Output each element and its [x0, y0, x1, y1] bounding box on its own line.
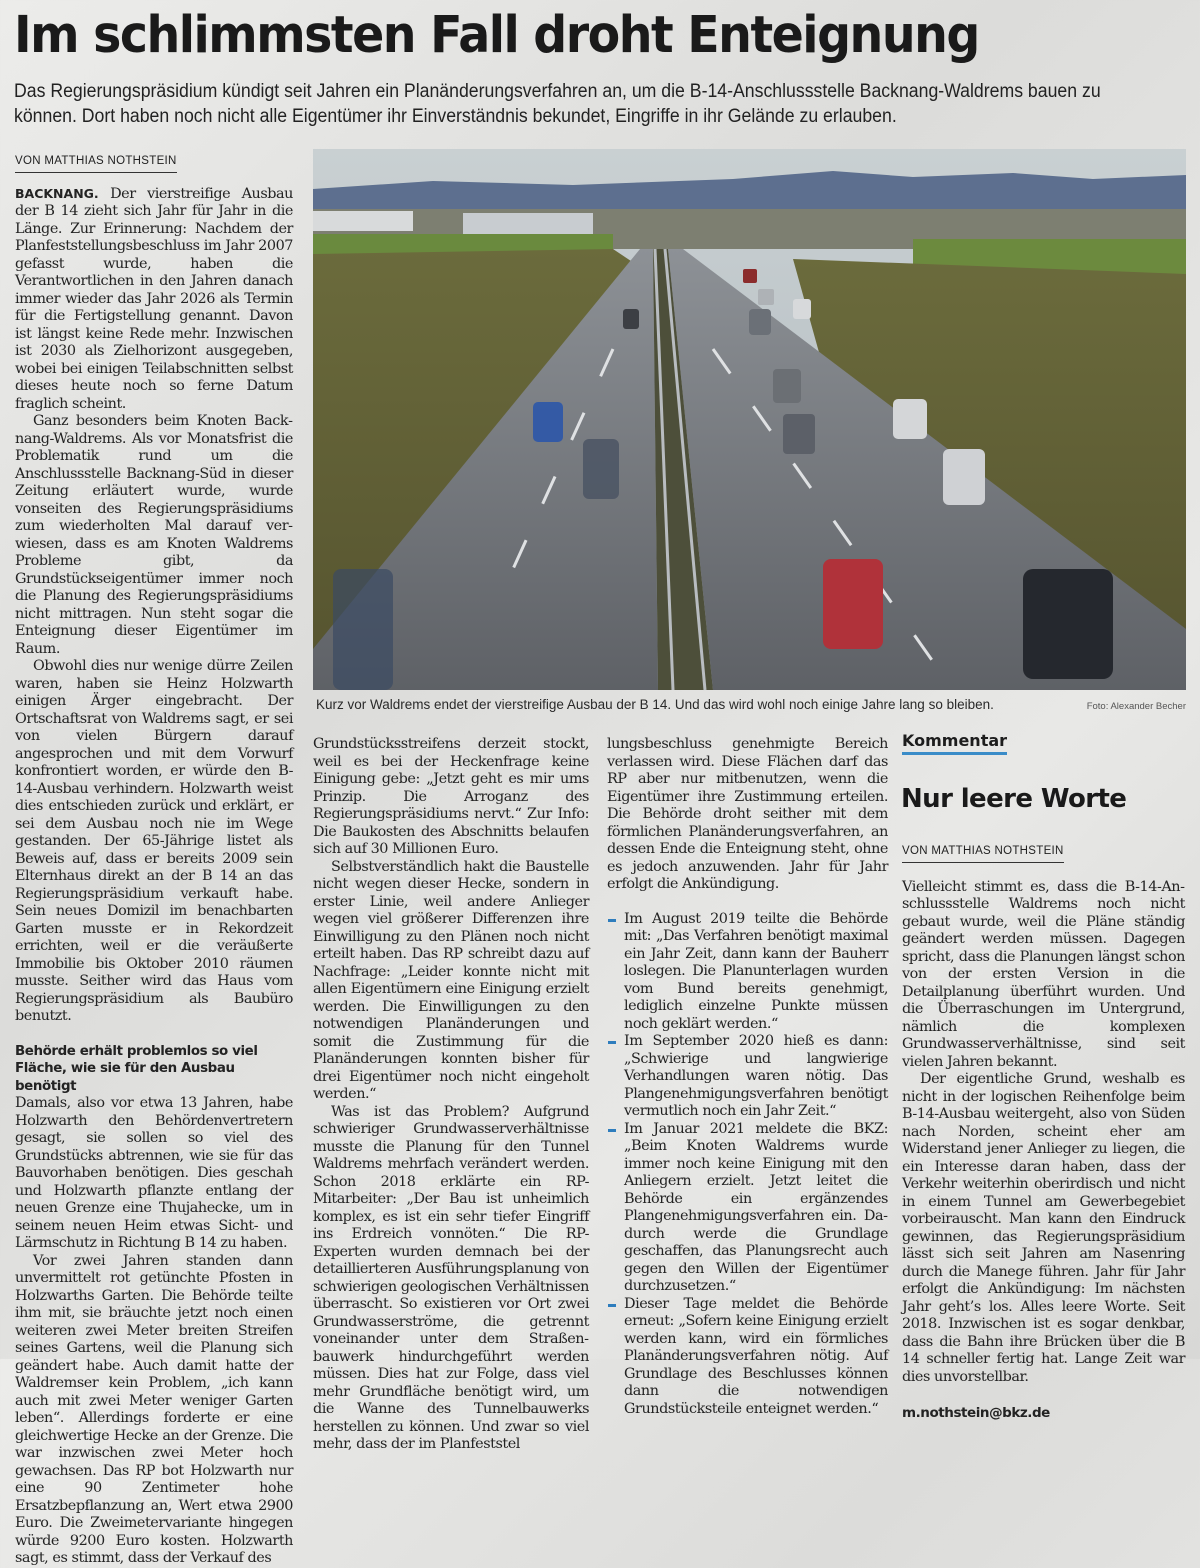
timeline-item	[607, 911, 888, 1034]
highway-traffic-photo	[313, 149, 1186, 690]
byline-prefix: VON	[902, 845, 928, 857]
timeline-item	[607, 1033, 888, 1121]
photo-caption-row	[316, 697, 1186, 712]
byline-author: MATTHIAS NOTHSTEIN	[931, 845, 1064, 857]
photo-caption: Kurz vor Waldrems endet der vierstreifige Ausbau der B 14. Und das wird wohl noch einige Jahre lang so bleiben.	[316, 697, 994, 712]
byline-author: MATTHIAS NOTHSTEIN	[44, 155, 177, 167]
dash-bullet-icon	[608, 1129, 616, 1132]
paragraph: Vielleicht stimmt es, dass die B-14-Anschlussstelle Waldrems noch nicht gebaut wurde, weil die Pläne ständig geändert werden müssen. Dagegen spricht, dass die Planungen längst schon von der ersten Version in die Detailplanung überführt wurden. Und die Überraschungen im Untergrund, nämlich die komplexen Grundwasserverhältnisse, sind seit vielen Jahren bekannt.	[902, 878, 1185, 1070]
paragraph: lungsbeschluss genehmigte Bereich verlassen wird. Diese Flächen darf das RP aber nur mitbenutzen, wenn die Eigentümer ihre Zustimmung erteilen. Die Behörde droht seither mit dem förmlichen Planänderungsverfahren, an dessen Ende die Enteignung steht, ohne es jedoch anzuwenden. Jahr für Jahr erfolgt die Ankündigung.	[607, 736, 888, 892]
timeline-item	[607, 1296, 888, 1419]
comment-title: Nur leere Worte	[901, 784, 1127, 814]
paragraph: Grundstücksstreifens derzeit stockt, weil es bei der Heckenfrage keine Einigung gebe: „Jetzt geht es mir ums Prinzip. Die Arroganz des Regierungspräsidiums nervt.“ Zur Info: Die Baukosten des Abschnitts belaufen sich auf 30 Millionen Euro.	[313, 736, 589, 857]
article-byline	[15, 153, 177, 173]
article-column-2	[313, 736, 589, 1454]
byline-prefix: VON	[15, 155, 41, 167]
timeline-item-text: Im September 2020 hieß es dann: „Schwierige und langwierige Verhandlungen waren nötig. Das Plangenehmigungsverfahren benötigt vermutlich noch ein Jahr Zeit.“	[624, 1033, 888, 1119]
timeline-item-text: Dieser Tage meldet die Behörde erneut: „Sofern keine Einigung erzielt werden kann, wird ein förmliches Planänderungsverfahren nötig. Auf Grundlage des Beschlusses können dann die notwendigen Grundstücksteile enteignet werden.“	[624, 1295, 888, 1417]
paragraph: Obwohl dies nur wenige dürre Zeilen waren, haben sie Heinz Holzwarth einigen Ärger eingebracht. Der Ortschaftsrat von Waldrems sagt, er sei von vielen Bürgern darauf angesprochen und mit dem Vorwurf konfrontiert worden, er würde den B-14-Ausbau verhindern. Holzwarth weist dies entschieden zurück und erklärt, er sei dem Ausbau noch nie im Wege gestanden. Der 65-Jährige listet als Beweis auf, dass er bereits 2009 sein Elternhaus direkt an der B 14 an das Regierungspräsidium verkauft habe. Sein neues Domizil im benachbarten Garten musste er in Rekordzeit errichten, weil er die veräußerte Immobilie bis Oktober 2010 räumen musste. Seither wird das Haus vom Regierungspräsidium als Baubüro benutzt.	[15, 658, 293, 1024]
dash-bullet-icon	[608, 919, 616, 922]
article-headline: Im schlimmsten Fall droht Enteignung	[14, 6, 979, 65]
paragraph: Selbstverständlich hakt die Baustelle nicht wegen dieser Hecke, sondern in erster Linie, weil andere Anlieger wegen viel größerer Differenzen ihre Einwilligung zu den Plänen noch nicht erteilt haben. Das RP schreibt dazu auf Nachfrage: „Leider konnte nicht mit allen Eigentümern eine Einigung erzielt werden. Die Einwilligungen zu den notwendigen Planänderungen und somit die Zustimmung für die Planänderungen konnten bisher für drei Eigentümer noch nicht eingeholt werden.“	[313, 858, 589, 1102]
article-column-1	[15, 152, 293, 1568]
dateline: BACKNANG.	[15, 185, 99, 201]
article-photo	[313, 149, 1186, 690]
article-column-3	[607, 736, 888, 1418]
paragraph-text: Der vierstreifige Ausbau der B 14 zieht sich Jahr für Jahr in die Länge. Zur Erinnerung: Nachdem der Planfeststellungsbeschluss im Jahr 2007 gefasst wurde, haben die Verantwortlichen in den Jahren danach immer wieder das Jahr 2026 als Termin für die Fertigstellung genannt. Davon ist längst keine Rede mehr. Inzwischen ist 2030 als Zielhorizont ausgegeben, wobei bei einigen Teilabschnitten selbst dieses heute noch so ferne Datum fraglich scheint.	[15, 185, 294, 412]
timeline-item-text: Im August 2019 teilte die Behörde mit: „Das Verfahren benötigt maximal ein Jahr Zeit, dann kann der Bauherr loslegen. Die Planunterlagen wurden vom Bund bereits genehmigt, lediglich einzelne Punkte müssen noch geklärt werden.“	[624, 910, 888, 1032]
timeline-list	[607, 911, 888, 1419]
paragraph: Der eigentliche Grund, weshalb es nicht in der logischen Reihenfolge beim B-14-Ausbau weitergeht, also von Süden nach Norden, scheint eher am Widerstand jener Anlieger zu liegen, die ein Interesse daran haben, dass der Verkehr weiterhin oberirdisch und nicht in einem Tunnel am Gewerbegebiet vorbeirauscht. Man kann den Eindruck gewinnen, das Regierungspräsidium lässt sich seit Jahren am Nasenring durch die Manege führen. Jahr für Jahr erfolgt die Ankündigung: Im nächsten Jahr geht’s los. Alles leere Worte. Seit 2018. Inzwischen ist es sogar denkbar, dass die Bahn ihre Brücken über die B 14 schneller fertig hat. Lange Zeit war dies unvorstellbar.	[902, 1071, 1185, 1385]
article-subheading: Behörde erhält problemlos so viel Fläche, wie sie für den Ausbau benötigt	[15, 1043, 258, 1094]
paragraph	[15, 185, 293, 414]
comment-section-label: Kommentar	[902, 731, 1007, 755]
timeline-item-text: Im Januar 2021 meldete die BKZ: „Beim Knoten Waldrems wurde immer noch keine Einigung mit den Anliegern erzielt. Jetzt leitet die Behörde ein ergänzendes Plangenehmigungsverfahren ein. Dadurch werde die Grundlage geschaffen, das Planungsrecht auch gegen den Willen der Eigentümer durchzusetzen.“	[624, 1120, 888, 1294]
photo-credit: Foto: Alexander Becher	[1086, 701, 1186, 712]
paragraph: Vor zwei Jahren standen dann unvermittelt rot getünchte Pfosten in Holzwarths Garten. Die Behörde teilte ihm mit, sie bräuchte jetzt noch einen weiteren zwei Meter breiten Streifen seines Gartens, weil die Planung sich geändert habe. Auch damit hatte der Waldremser kein Problem, „ich kann auch mit zwei Meter weniger Garten leben“. Allerdings forderte er eine gleichwertige Hecke an der Grenze. Die war inzwischen zwei Meter hoch gewachsen. Das RP bot Holzwarth nur eine 90 Zentimeter hohe Ersatzbepflanzung an, Wert etwa 2900 Euro. Die Zweimetervariante hingegen würde 9200 Euro kosten. Holzwarth sagt, es stimmt, dass der Verkauf des	[15, 1252, 293, 1566]
dash-bullet-icon	[608, 1304, 616, 1307]
comment-byline	[902, 843, 1064, 863]
paragraph: Ganz besonders beim Knoten Backnang-Waldrems. Als vor Monatsfrist die Problematik rund um die Anschlussstelle Backnang-Süd in dieser Zeitung erläutert wurde, wurde vonseiten des Regierungspräsidiums zum wiederholten Mal darauf verwiesen, dass es am Knoten Waldrems Probleme gibt, da Grundstückseigentümer immer noch die Planung des Regierungspräsidiums nicht mittragen. Nun steht sogar die Enteignung dieser Eigentümer im Raum.	[15, 413, 293, 657]
comment-column	[902, 842, 1185, 1423]
article-standfirst: Das Regierungspräsidium kündigt seit Jahren ein Planänderungsverfahren an, um die B-14-Anschlussstelle Backnang-Waldrems bauen zu können. Dort haben noch nicht alle Eigentümer ihr Einverständnis bekundet, Eingriffe in ihr Gelände zu erlauben.	[14, 81, 1101, 127]
paragraph: Was ist das Problem? Aufgrund schwieriger Grundwasserverhältnisse musste die Planung für den Tunnel Waldrems mehrfach verändert werden. Schon 2018 erklärte ein RP-Mitarbeiter: „Der Bau ist unheimlich komplex, es ist ein sehr tiefer Eingriff ins Erdreich vonnöten.“ Die RP-Experten wurden demnach bei der detaillierteren Ausführungsplanung von schwierigen geologischen Verhältnissen überrascht. So existieren vor Ort zwei Grundwasserströme, die getrennt voneinander unter dem Straßenbauwerk hindurchgeführt werden müssen. Dies hat zur Folge, dass viel mehr Grundfläche benötigt wird, um die Wanne des Tunnelbauwerks herstellen zu können. Und zwar so viel mehr, dass der im Planfeststel	[313, 1103, 589, 1452]
paragraph: Damals, also vor etwa 13 Jahren, habe Holzwarth den Behördenvertretern gesagt, sie sollen so viel des Grundstücks abtrennen, wie sie für das Bauvorhaben benötigen. Dies geschah und Holzwarth pflanzte entlang der neuen Grenze eine Thujahecke, um in seinem neuen Heim etwas Sicht- und Lärmschutz in Richtung B 14 zu haben.	[15, 1095, 293, 1251]
timeline-item	[607, 1121, 888, 1296]
author-email[interactable]: m.nothstein@bkz.de	[902, 1405, 1050, 1421]
dash-bullet-icon	[608, 1041, 616, 1044]
